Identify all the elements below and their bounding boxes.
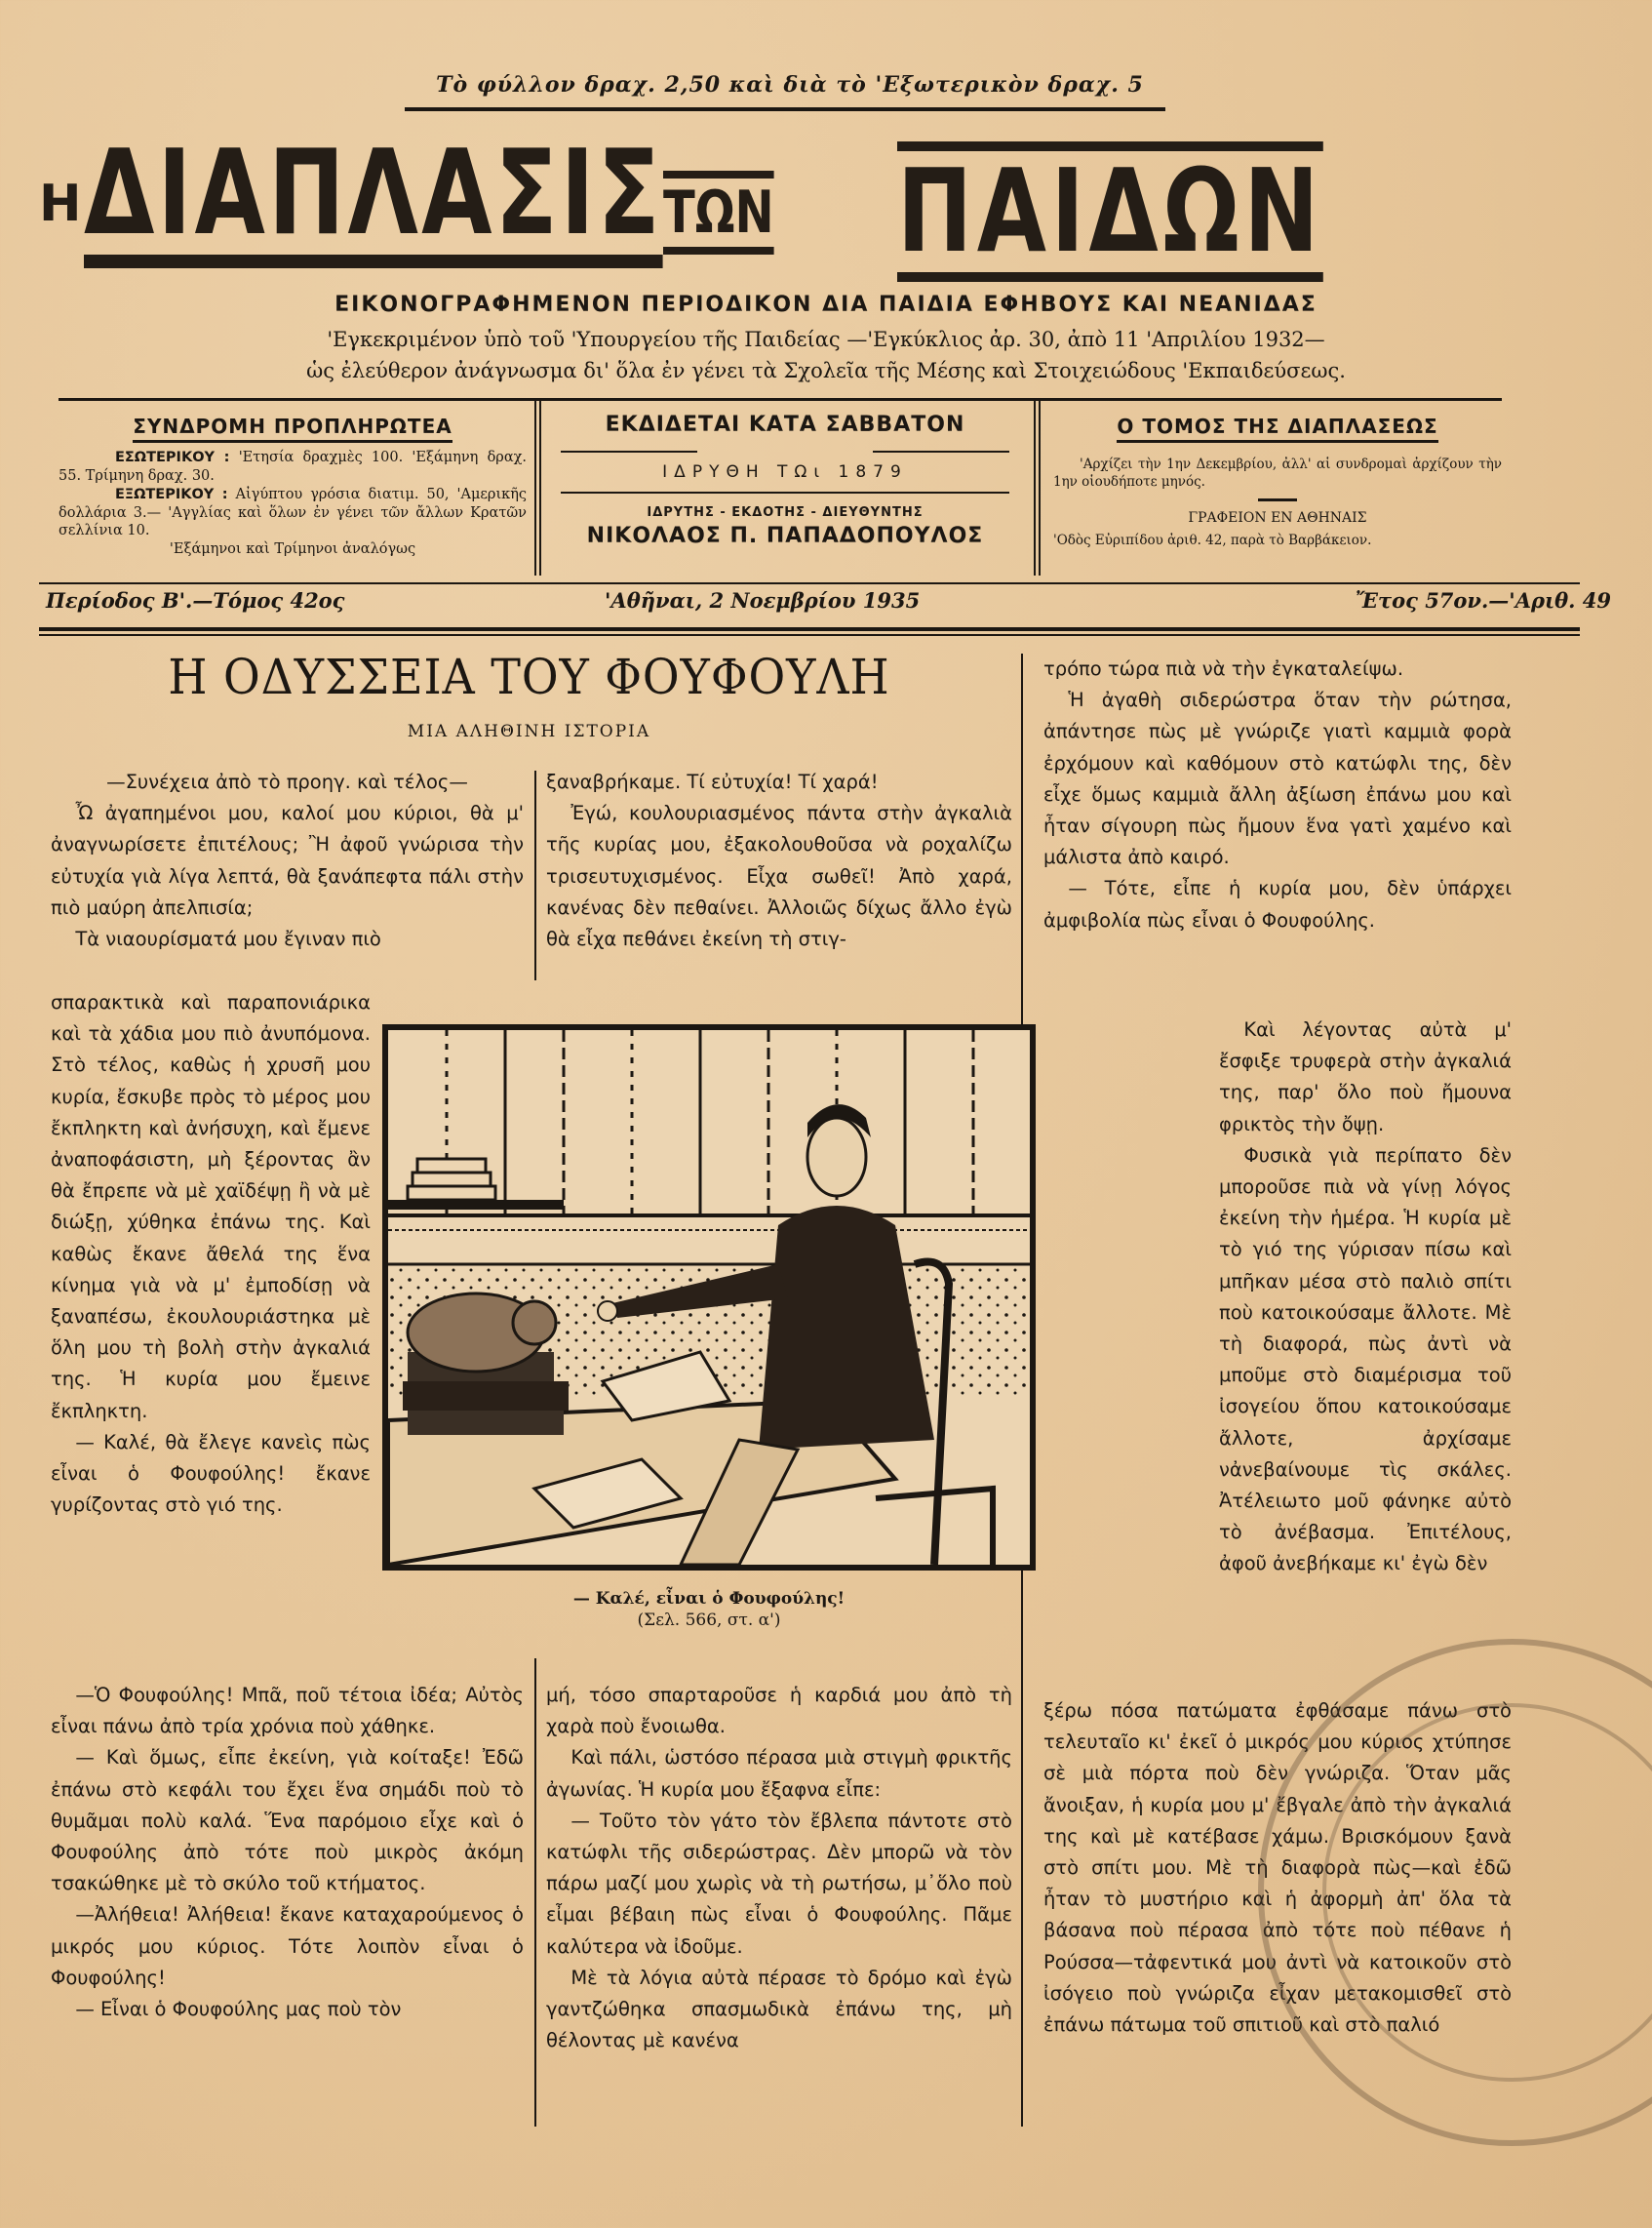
continuation-note: —Συνέχεια ἀπὸ τὸ προηγ. καὶ τέλος— [106, 771, 468, 793]
domestic-rates: 'Ετησία δραχμὲς 100. 'Εξάμηνη δραχ. 55. Τρίμηνη δραχ. 30. [59, 450, 528, 484]
paragraph: Καὶ λέγοντας αὐτὰ μ' ἔσφιξε τρυφερὰ στὴν ἀγκαλιά της, παρ' ὅλο ποὺ ἤμουνα φρικτὸς τὴν ὄψῃ. [1219, 1018, 1512, 1135]
founder-name: ΝΙΚΟΛΑΟΣ Π. ΠΑΠΑΔΟΠΟΥΛΟΣ [586, 524, 984, 548]
paragraph: Ἡ ἀγαθὴ σιδερώστρα ὅταν τὴν ρώτησα, ἀπάντησε πὼς μὲ γνώριζε γιατὶ καμμιὰ φορὰ ἐρχόμουν καὶ καθόμουν στὸ κατώφλι της, δὲν εἶχε ὅμως καμμιὰ ἄλλη ἀξίωση ἐπάνω μου καὶ ἦταν σίγουρη πὼς ἤμουν ἕνα γατὶ χαμένο καὶ μάλιστα ἀπὸ καιρό. [1043, 689, 1512, 869]
publisher-roles: ΙΔΡΥΤΗΣ - ΕΚΔΟΤΗΣ - ΔΙΕΥΘΥΝΤΗΣ [647, 505, 924, 520]
issue-year-number: Ἔτος 57ον.—'Αριθ. 49 [1356, 588, 1612, 613]
column-1-narrow [51, 987, 371, 1521]
subscription-title: ΣΥΝΔΡΟΜΗ ΠΡΟΠΛΗΡΩΤΕΑ [133, 415, 452, 443]
volume-title: Ο ΤΟΜΟΣ ΤΗΣ ΔΙΑΠΛΑΣΕΩΣ [1117, 415, 1437, 443]
column-divider [1021, 1658, 1023, 2127]
column-3-narrow [1219, 1015, 1512, 1580]
paragraph: Καὶ πάλι, ὡστόσο πέρασα μιὰ στιγμὴ φρικτῆς ἀγωνίας. Ἡ κυρία μου ἔξαφνα εἶπε: [546, 1746, 1012, 1801]
column-divider [534, 1658, 536, 2127]
paragraph: Τὰ νιαουρίσματά μου ἔγιναν πιὸ [75, 928, 381, 951]
paragraph: Μὲ τὰ λόγια αὐτὰ πέρασε τὸ δρόμο καὶ ἐγὼ γαντζώθηκα σπασμωδικὰ ἐπάνω της, μὴ θέλοντας μὲ κανένα [546, 1966, 1012, 2052]
paragraph: — Καλέ, θὰ ἔλεγε κανεὶς πὼς εἶναι ὁ Φουφούλης! ἔκανε γυρίζοντας στὸ γιό της. [51, 1430, 371, 1517]
column-divider [534, 771, 536, 980]
divider [1039, 400, 1041, 576]
domestic-label: ΕΣΩΤΕΡΙΚΟΥ : [115, 450, 230, 465]
foreign-rates: Αἰγύπτου γρόσια διατιμ. 50, 'Αμερικῆς δολλάρια 3.— 'Αγγλίας καὶ ὅλων ἐν γένει τῶν ἄλλων Κρατῶν σελλίνια 10. [59, 486, 528, 539]
volume-box [1053, 405, 1502, 576]
subscription-note: 'Εξάμηνοι καὶ Τρίμηνοι ἀναλόγως [169, 541, 416, 558]
masthead-article: Η [39, 175, 82, 233]
masthead-title-main: ΔΙΑΠΛΑΣΙΣ [84, 136, 663, 268]
publication-box [551, 405, 1019, 576]
caption-quote: — Καλέ, εἶναι ὁ Φουφούλης! [572, 1589, 846, 1609]
divider [405, 107, 1165, 111]
masthead-title-ton: ΤΩΝ [663, 171, 774, 255]
divider [39, 634, 1580, 636]
foreign-label: ΕΞΩΤΕΡΙΚΟΥ : [115, 486, 228, 502]
volume-text: 'Αρχίζει τὴν 1ην Δεκεμβρίου, ἀλλ' αἱ συνδρομαὶ ἀρχίζουν τὴν 1ην οἱουδήποτε μηνός. [1053, 457, 1502, 490]
subscription-box [59, 405, 527, 576]
paragraph: μή, τόσο σπαρταροῦσε ἡ καρδιά μου ἀπὸ τὴ χαρὰ ποὺ ἔνοιωθα. [546, 1684, 1012, 1738]
stamp-inner-ring [1322, 1703, 1652, 2082]
masthead-title-paidon: ΠΑΙΔΩΝ [897, 141, 1323, 282]
office-address: 'Οδὸς Εὐριπίδου ἀριθ. 42, παρὰ τὸ Βαρβάκειον. [1053, 533, 1372, 549]
paragraph: — Τότε, εἶπε ἡ κυρία μου, δὲν ὑπάρχει ἀμφιβολία πὼς εἶναι ὁ Φουφούλης. [1043, 877, 1512, 932]
divider [539, 400, 541, 576]
column-2-top [546, 767, 1012, 955]
divider [873, 451, 1009, 453]
paragraph: Ἐγώ, κουλουριασμένος πάντα στὴν ἀγκαλιὰ τῆς κυρίας μου, ἐξακολουθοῦσα νὰ ροχαλίζω τρισευτυχισμένος. Εἶχα σωθεῖ! Ἀπὸ χαρά, κανένας δὲν πεθαίνει. Ἀλλοιῶς δίχως ἄλλο ἐγὼ θὰ εἶχα πεθάνει ἐκείνη τὴ στιγ- [546, 802, 1012, 951]
paragraph: —Ἀλήθεια! Ἀλήθεια! ἔκανε καταχαρούμενος ὁ μικρός μου κύριος. Τότε λοιπὸν εἶναι ὁ Φουφούλης! [51, 1903, 524, 1989]
column-1-bottom [51, 1680, 524, 2025]
paragraph: ξέρω πόσα πατώματα ἐφθάσαμε πάνω στὸ τελευταῖο κι' ἐκεῖ ὁ μικρός μου κύριος χτύπησε σὲ μιὰ πόρτα ποὺ δὲν γνώριζα. Ὅταν μᾶς ἄνοιξαν, ἡ κυρία μου μ' ἔβγαλε ἀπὸ τὴν ἀγκαλιά της καὶ μὲ κατέβασε χάμω. Βρισκόμουν ξανὰ στὸ σπίτι μου. Μὲ τὴ διαφορὰ πὼς—καὶ ἐδῶ ἦταν τὸ μυστήριο καὶ ἡ ἀφορμὴ ἀπ' ὅλα τὰ βάσανα ποὺ πέρασα ἀπὸ τότε ποὺ πέθανε ἡ Ρούσσα—τἀφεντικά μου ἀντὶ νὰ κατοικοῦν στὸ ἰσόγειο ποὺ γνώριζα εἶχαν μετακομισθεῖ στὸ ἐπάνω πάτωμα τοῦ σπιτιοῦ καὶ στὸ παλιό [1043, 1699, 1512, 2037]
approval-line-1: 'Εγκεκριμένον ὑπὸ τοῦ 'Υπουργείου τῆς Παιδείας —'Εγκύκλιος ἀρ. 30, ἀπὸ 11 'Απριλίου 1932— [327, 328, 1325, 351]
paragraph: Ὦ ἀγαπημένοι μου, καλοί μου κύριοι, θὰ μ' ἀναγνωρίσετε ἐπιτέλους; Ἢ ἀφοῦ γνώρισα τὴν εὐτυχία γιὰ λίγα λεπτά, θὰ ξανάπεφτα πάλι στὴν πιὸ μαύρη ἀπελπισία; [51, 802, 524, 919]
founded-year: ΙΔΡΥΘΗ ΤΩι 1879 [662, 462, 908, 482]
divider [39, 582, 1580, 584]
illustration-caption [382, 1588, 1036, 1631]
illustration [382, 1024, 1036, 1571]
masthead-subtitle: ΕΙΚΟΝΟΓΡΑΦΗΜΕΝΟΝ ΠΕΡΙΟΔΙΚΟΝ ΔΙΑ ΠΑΙΔΙΑ ΕΦΗΒΟΥΣ ΚΑΙ ΝΕΑΝΙΔΑΣ [334, 293, 1318, 317]
paragraph: Φυσικὰ γιὰ περίπατο δὲν μποροῦσε πιὰ νὰ γίνῃ λόγος ἐκείνη τὴν ἡμέρα. Ἡ κυρία μὲ τὸ γιό της γύρισαν πίσω καὶ μπῆκαν μέσα στὸ παλιὸ σπίτι ποὺ κατοικούσαμε ἄλλοτε. Μὲ τὴ διαφορά, πὼς ἀντὶ νὰ μποῦμε στὸ διαμέρισμα τοῦ ἰσογείου ὅπου κατοικούσαμε ἄλλοτε, ἀρχίσαμε νἀνεβαίνουμε τὶς σκάλες. Ἀτέλειωτο μοῦ φάνηκε αὐτὸ τὸ ἀνέβασμα. Ἐπιτέλους, ἀφοῦ ἀνεβήκαμε κι' ἐγὼ δὲν [1219, 1143, 1512, 1575]
column-3-top [1043, 654, 1512, 936]
issue-period: Περίοδος Β'.—Τόμος 42ος [46, 588, 345, 613]
masthead [39, 126, 1599, 278]
divider [534, 400, 536, 576]
publication-title: ΕΚΔΙΔΕΤΑΙ ΚΑΤΑ ΣΑΒΒΑΤΟΝ [605, 413, 965, 437]
wall-stripes [447, 1030, 973, 1215]
issue-date: 'Αθῆναι, 2 Νοεμβρίου 1935 [605, 588, 921, 613]
column-1-top [51, 767, 524, 955]
column-2-bottom [546, 1680, 1012, 2056]
office-title: ΓΡΑΦΕΙΟΝ ΕΝ ΑΘΗΝΑΙΣ [1188, 510, 1367, 527]
price-line: Τὸ φύλλον δραχ. 2,50 καὶ διὰ τὸ 'Εξωτερικὸν δραχ. 5 [436, 72, 1144, 98]
caption-reference: (Σελ. 566, στ. α') [637, 1611, 781, 1631]
approval-line-2: ὡς ἐλεύθερον ἀνάγνωσμα δι' ὅλα ἐν γένει τὰ Σχολεῖα τῆς Μέσης καὶ Στοιχειώδους 'Εκπαιδεύσεως. [306, 359, 1346, 382]
article-subtitle: ΜΙΑ ΑΛΗΘΙΝΗ ΙΣΤΟΡΙΑ [407, 722, 651, 741]
article-title: Η ΟΔΥΣΣΕΙΑ ΤΟΥ ΦΟΥΦΟΥΛΗ [168, 649, 890, 705]
paragraph: —Ὁ Φουφούλης! Μπᾶ, ποῦ τέτοια ἰδέα; Αὐτὸς εἶναι πάνω ἀπὸ τρία χρόνια ποὺ χάθηκε. [51, 1684, 524, 1738]
paragraph: — Εἶναι ὁ Φουφούλης μας ποὺ τὸν [75, 1998, 402, 2021]
paragraph: ξαναβρήκαμε. Τί εὐτυχία! Τί χαρά! [546, 771, 879, 793]
paragraph: — Τοῦτο τὸν γάτο τὸν ἔβλεπα πάντοτε στὸ κατώφλι τῆς σιδερώστρας. Δὲν μπορῶ νὰ τὸν πάρω μαζί μου χωρὶς νὰ τὴ ρωτήσω, μ᾿ὅλο ποὺ εἶμαι βέβαιη πὼς εἶναι ὁ Φουφούλης. Πᾶμε καλύτερα νὰ ἰδοῦμε. [546, 1809, 1012, 1958]
paragraph: σπαρακτικὰ καὶ παραπονιάρικα καὶ τὰ χάδια μου πιὸ ἀνυπόμονα. Στὸ τέλος, καθὼς ἡ χρυσῆ μου κυρία, ἔσκυβε πρὸς τὸ μέρος μου ἔκπληκτη καὶ ἀνήσυχη, καὶ ἔμενε ἀναποφάσιστη, μὴ ξέροντας ἂν θὰ ἔπρεπε νὰ μὲ χαϊδέψῃ ἢ νὰ μὲ διώξῃ, χύθηκα ἐπάνω της. Καὶ καθὼς ἔκανε ἄθελά της ἕνα κίνημα γιὰ νὰ μ' ἐμποδίσῃ νὰ ξαναπέσω, ἐκουλουριάστηκα μὲ ὅλη μου τὴ βολὴ στὴν ἀγκαλιά της. Ἡ κυρία μου ἔμεινε ἔκπληκτη. [51, 991, 371, 1422]
paragraph: τρόπο τώρα πιὰ νὰ τὴν ἐγκαταλείψω. [1043, 657, 1404, 680]
divider [1034, 400, 1036, 576]
divider [561, 492, 1009, 494]
illustration-drawing [388, 1030, 1030, 1565]
divider [39, 627, 1580, 631]
divider [1258, 498, 1297, 501]
divider [59, 398, 1502, 401]
paragraph: — Καὶ ὅμως, εἶπε ἐκείνη, γιὰ κοίταξε! Ἐδῶ ἐπάνω στὸ κεφάλι του ἔχει ἕνα σημάδι ποὺ τὸ θυμᾶμαι πολὺ καλά. Ἕνα παρόμοιο εἶχε καὶ ὁ Φουφούλης ἀπὸ τότε ποὺ μικρὸς ἀκόμη τσακώθηκε μὲ τὸ σκύλο τοῦ κτήματος. [51, 1746, 524, 1895]
divider [561, 451, 697, 453]
